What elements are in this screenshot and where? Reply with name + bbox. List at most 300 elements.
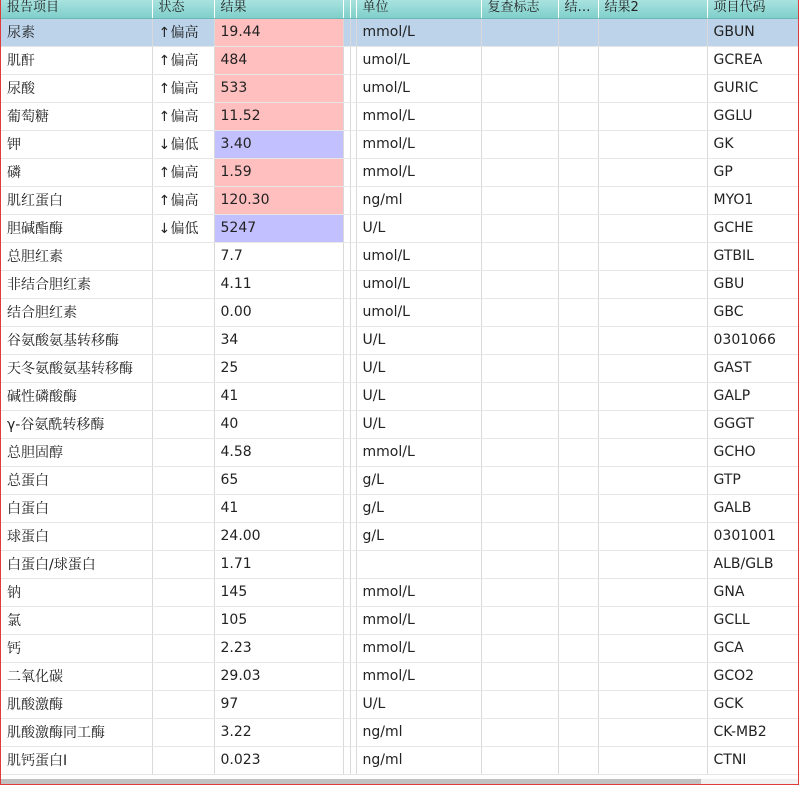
recheck-flag-cell <box>481 18 558 46</box>
item-code-cell: ALB/GLB <box>707 550 798 578</box>
column-header-unit[interactable]: 单位 <box>356 0 481 18</box>
result-cell: 4.58 <box>214 438 343 466</box>
result-short-cell <box>558 270 598 298</box>
unit-cell: g/L <box>356 522 481 550</box>
blank-cell <box>343 634 350 662</box>
status-text: 偏高 <box>170 165 199 181</box>
status-cell <box>152 382 214 410</box>
table-row[interactable] <box>1 410 798 438</box>
result-short-cell <box>558 550 598 578</box>
blank-cell <box>343 326 350 354</box>
item-name-cell: 白蛋白/球蛋白 <box>1 550 152 578</box>
table-row[interactable] <box>1 242 798 270</box>
blank-cell <box>343 550 350 578</box>
item-code-cell: GCK <box>707 690 798 718</box>
item-name-cell: 尿素 <box>1 18 152 46</box>
result-cell: 0.00 <box>214 298 343 326</box>
recheck-flag-cell <box>481 410 558 438</box>
column-header-recheck-flag[interactable]: 复查标志 <box>481 0 558 18</box>
result2-cell <box>598 18 707 46</box>
item-code-cell: GK <box>707 130 798 158</box>
table-row[interactable] <box>1 690 798 718</box>
status-cell <box>152 578 214 606</box>
unit-cell: umol/L <box>356 298 481 326</box>
result-short-cell <box>558 410 598 438</box>
item-name-cell: 非结合胆红素 <box>1 270 152 298</box>
recheck-flag-cell <box>481 354 558 382</box>
result2-cell <box>598 578 707 606</box>
grid-header-row <box>1 0 798 18</box>
recheck-flag-cell <box>481 522 558 550</box>
result-cell: 4.11 <box>214 270 343 298</box>
table-row[interactable] <box>1 438 798 466</box>
arrow-down-icon: ↓ <box>158 137 171 153</box>
blank-cell <box>343 438 350 466</box>
unit-cell: U/L <box>356 410 481 438</box>
status-cell <box>152 634 214 662</box>
unit-cell: U/L <box>356 354 481 382</box>
recheck-flag-cell <box>481 298 558 326</box>
blank-cell <box>343 102 350 130</box>
arrow-down-icon: ↓ <box>158 221 171 237</box>
recheck-flag-cell <box>481 606 558 634</box>
result2-cell <box>598 326 707 354</box>
result2-cell <box>598 130 707 158</box>
item-code-cell: CTNI <box>707 746 798 774</box>
result-short-cell <box>558 214 598 242</box>
item-name-cell: 二氧化碳 <box>1 662 152 690</box>
recheck-flag-cell <box>481 242 558 270</box>
item-name-cell: 碱性磷酸酶 <box>1 382 152 410</box>
result-short-cell <box>558 662 598 690</box>
item-code-cell: GALP <box>707 382 798 410</box>
result-short-cell <box>558 326 598 354</box>
result2-cell <box>598 74 707 102</box>
result2-cell <box>598 270 707 298</box>
blank-cell <box>343 410 350 438</box>
result-cell: 29.03 <box>214 662 343 690</box>
result2-cell <box>598 298 707 326</box>
item-name-cell: 尿酸 <box>1 74 152 102</box>
table-row[interactable] <box>1 214 798 242</box>
result2-cell <box>598 606 707 634</box>
item-code-cell: GBUN <box>707 18 798 46</box>
result-short-cell <box>558 18 598 46</box>
recheck-flag-cell <box>481 662 558 690</box>
result-short-cell <box>558 102 598 130</box>
unit-cell: U/L <box>356 690 481 718</box>
unit-cell: U/L <box>356 326 481 354</box>
item-code-cell: GAST <box>707 354 798 382</box>
unit-cell: ng/ml <box>356 746 481 774</box>
table-row[interactable] <box>1 158 798 186</box>
result2-cell <box>598 438 707 466</box>
result-cell: 41 <box>214 382 343 410</box>
item-name-cell: 总胆红素 <box>1 242 152 270</box>
result-cell: 120.30 <box>214 186 343 214</box>
unit-cell: mmol/L <box>356 102 481 130</box>
result-short-cell <box>558 690 598 718</box>
item-code-cell: GGLU <box>707 102 798 130</box>
result-cell: 25 <box>214 354 343 382</box>
status-cell <box>152 410 214 438</box>
blank-cell <box>343 130 350 158</box>
table-row[interactable] <box>1 606 798 634</box>
lab-results-grid <box>1 0 799 775</box>
recheck-flag-cell <box>481 46 558 74</box>
blank-cell <box>343 298 350 326</box>
status-text: 偏低 <box>170 137 199 153</box>
status-text: 偏高 <box>170 81 199 97</box>
unit-cell: U/L <box>356 382 481 410</box>
result-short-cell <box>558 578 598 606</box>
recheck-flag-cell <box>481 438 558 466</box>
item-name-cell: 谷氨酸氨基转移酶 <box>1 326 152 354</box>
recheck-flag-cell <box>481 466 558 494</box>
result2-cell <box>598 662 707 690</box>
item-code-cell: GCLL <box>707 606 798 634</box>
unit-cell: mmol/L <box>356 438 481 466</box>
table-row[interactable] <box>1 718 798 746</box>
result-short-cell <box>558 382 598 410</box>
blank-cell <box>343 186 350 214</box>
item-code-cell: GALB <box>707 494 798 522</box>
result-cell: 24.00 <box>214 522 343 550</box>
result-short-cell <box>558 522 598 550</box>
result-short-cell <box>558 186 598 214</box>
result-cell: 1.71 <box>214 550 343 578</box>
result2-cell <box>598 690 707 718</box>
blank-cell <box>343 158 350 186</box>
result2-cell <box>598 186 707 214</box>
item-name-cell: 肌酸激酶 <box>1 690 152 718</box>
table-row[interactable] <box>1 466 798 494</box>
column-header-status[interactable]: 状态 <box>152 0 214 18</box>
result-short-cell <box>558 46 598 74</box>
status-cell <box>152 242 214 270</box>
column-header-result[interactable]: 结果 <box>214 0 343 18</box>
status-cell <box>152 494 214 522</box>
status-cell <box>152 130 214 158</box>
result-short-cell <box>558 130 598 158</box>
table-row[interactable] <box>1 298 798 326</box>
blank-cell <box>343 214 350 242</box>
result-short-cell <box>558 298 598 326</box>
table-row[interactable] <box>1 494 798 522</box>
result-cell: 533 <box>214 74 343 102</box>
table-row[interactable] <box>1 130 798 158</box>
column-header-result2[interactable]: 结果2 <box>598 0 707 18</box>
unit-cell: g/L <box>356 494 481 522</box>
result-short-cell <box>558 494 598 522</box>
status-cell <box>152 214 214 242</box>
table-row[interactable] <box>1 270 798 298</box>
item-name-cell: 结合胆红素 <box>1 298 152 326</box>
status-cell <box>152 718 214 746</box>
blank-cell <box>343 270 350 298</box>
unit-cell: mmol/L <box>356 158 481 186</box>
table-row[interactable] <box>1 382 798 410</box>
arrow-up-icon: ↑ <box>158 165 171 181</box>
blank-cell <box>343 354 350 382</box>
result-short-cell <box>558 718 598 746</box>
status-cell <box>152 522 214 550</box>
status-text: 偏高 <box>170 53 199 69</box>
table-row[interactable] <box>1 18 798 46</box>
result-short-cell <box>558 158 598 186</box>
unit-cell: umol/L <box>356 270 481 298</box>
table-row[interactable] <box>1 550 798 578</box>
item-name-cell: 磷 <box>1 158 152 186</box>
blank-cell <box>343 46 350 74</box>
status-cell <box>152 466 214 494</box>
item-name-cell: 总蛋白 <box>1 466 152 494</box>
blank-cell <box>343 606 350 634</box>
status-cell <box>152 438 214 466</box>
unit-cell: mmol/L <box>356 606 481 634</box>
item-name-cell: 球蛋白 <box>1 522 152 550</box>
item-code-cell: GTP <box>707 466 798 494</box>
arrow-up-icon: ↑ <box>158 193 171 209</box>
result2-cell <box>598 746 707 774</box>
recheck-flag-cell <box>481 158 558 186</box>
result-cell: 145 <box>214 578 343 606</box>
status-cell <box>152 18 214 46</box>
table-row[interactable] <box>1 102 798 130</box>
unit-cell: umol/L <box>356 242 481 270</box>
table-row[interactable] <box>1 634 798 662</box>
item-code-cell: GP <box>707 158 798 186</box>
recheck-flag-cell <box>481 494 558 522</box>
item-name-cell: 肌钙蛋白I <box>1 746 152 774</box>
result-cell: 34 <box>214 326 343 354</box>
result-cell: 65 <box>214 466 343 494</box>
arrow-up-icon: ↑ <box>158 81 171 97</box>
recheck-flag-cell <box>481 550 558 578</box>
result2-cell <box>598 466 707 494</box>
item-code-cell: GCREA <box>707 46 798 74</box>
item-name-cell: 钙 <box>1 634 152 662</box>
result-cell: 19.44 <box>214 18 343 46</box>
column-header-blank-1[interactable] <box>343 0 350 18</box>
result2-cell <box>598 718 707 746</box>
table-row[interactable] <box>1 522 798 550</box>
item-code-cell: MYO1 <box>707 186 798 214</box>
result2-cell <box>598 158 707 186</box>
table-row[interactable] <box>1 74 798 102</box>
recheck-flag-cell <box>481 326 558 354</box>
horizontal-scrollbar[interactable] <box>1 779 798 784</box>
item-name-cell: 肌酸激酶同工酶 <box>1 718 152 746</box>
status-cell <box>152 298 214 326</box>
unit-cell: U/L <box>356 214 481 242</box>
recheck-flag-cell <box>481 578 558 606</box>
grid-body <box>1 18 798 774</box>
unit-cell: umol/L <box>356 46 481 74</box>
result-cell: 484 <box>214 46 343 74</box>
result2-cell <box>598 410 707 438</box>
blank-cell <box>343 662 350 690</box>
recheck-flag-cell <box>481 634 558 662</box>
status-cell <box>152 74 214 102</box>
blank-cell <box>343 522 350 550</box>
result2-cell <box>598 102 707 130</box>
item-code-cell: GBC <box>707 298 798 326</box>
status-cell <box>152 354 214 382</box>
result-cell: 5247 <box>214 214 343 242</box>
status-cell <box>152 46 214 74</box>
status-cell <box>152 186 214 214</box>
unit-cell: mmol/L <box>356 18 481 46</box>
table-row[interactable] <box>1 662 798 690</box>
item-name-cell: 肌红蛋白 <box>1 186 152 214</box>
item-name-cell: 氯 <box>1 606 152 634</box>
item-code-cell: GCHE <box>707 214 798 242</box>
recheck-flag-cell <box>481 718 558 746</box>
table-row[interactable] <box>1 746 798 774</box>
column-header-item[interactable]: 报告项目 <box>1 0 152 18</box>
table-row[interactable] <box>1 186 798 214</box>
result-cell: 105 <box>214 606 343 634</box>
result2-cell <box>598 382 707 410</box>
status-cell <box>152 746 214 774</box>
blank-cell <box>343 494 350 522</box>
column-header-item-code[interactable]: 项目代码 <box>707 0 798 18</box>
recheck-flag-cell <box>481 102 558 130</box>
blank-cell <box>343 718 350 746</box>
table-row[interactable] <box>1 326 798 354</box>
column-header-result-short[interactable]: 结… <box>558 0 598 18</box>
recheck-flag-cell <box>481 382 558 410</box>
result-short-cell <box>558 242 598 270</box>
blank-cell <box>343 382 350 410</box>
item-code-cell: GCA <box>707 634 798 662</box>
recheck-flag-cell <box>481 186 558 214</box>
item-code-cell: 0301001 <box>707 522 798 550</box>
item-code-cell: GGGT <box>707 410 798 438</box>
blank-cell <box>343 466 350 494</box>
result-cell: 11.52 <box>214 102 343 130</box>
item-name-cell: 葡萄糖 <box>1 102 152 130</box>
status-text: 偏高 <box>170 25 199 41</box>
recheck-flag-cell <box>481 74 558 102</box>
result-cell: 40 <box>214 410 343 438</box>
result-short-cell <box>558 466 598 494</box>
result2-cell <box>598 242 707 270</box>
item-name-cell: 肌酐 <box>1 46 152 74</box>
result2-cell <box>598 354 707 382</box>
result-cell: 3.40 <box>214 130 343 158</box>
status-text: 偏高 <box>170 193 199 209</box>
status-text: 偏低 <box>170 221 199 237</box>
result-cell: 7.7 <box>214 242 343 270</box>
unit-cell: mmol/L <box>356 634 481 662</box>
status-cell <box>152 690 214 718</box>
horizontal-scrollbar-thumb[interactable] <box>1 779 701 784</box>
table-row[interactable] <box>1 46 798 74</box>
recheck-flag-cell <box>481 214 558 242</box>
blank-cell <box>343 18 350 46</box>
blank-cell <box>343 690 350 718</box>
result-short-cell <box>558 746 598 774</box>
item-code-cell: GCHO <box>707 438 798 466</box>
item-name-cell: 天冬氨酸氨基转移酶 <box>1 354 152 382</box>
item-name-cell: 钠 <box>1 578 152 606</box>
status-cell <box>152 326 214 354</box>
blank-cell <box>343 242 350 270</box>
table-row[interactable] <box>1 354 798 382</box>
result-cell: 2.23 <box>214 634 343 662</box>
unit-cell <box>356 550 481 578</box>
result-short-cell <box>558 634 598 662</box>
recheck-flag-cell <box>481 130 558 158</box>
status-cell <box>152 158 214 186</box>
status-cell <box>152 606 214 634</box>
recheck-flag-cell <box>481 690 558 718</box>
item-code-cell: GURIC <box>707 74 798 102</box>
item-code-cell: CK-MB2 <box>707 718 798 746</box>
arrow-up-icon: ↑ <box>158 109 171 125</box>
unit-cell: g/L <box>356 466 481 494</box>
arrow-up-icon: ↑ <box>158 53 171 69</box>
result-cell: 97 <box>214 690 343 718</box>
result2-cell <box>598 634 707 662</box>
unit-cell: ng/ml <box>356 186 481 214</box>
arrow-up-icon: ↑ <box>158 25 171 41</box>
item-code-cell: 0301066 <box>707 326 798 354</box>
status-cell <box>152 102 214 130</box>
blank-cell <box>343 74 350 102</box>
item-name-cell: 白蛋白 <box>1 494 152 522</box>
recheck-flag-cell <box>481 270 558 298</box>
blank-cell <box>343 746 350 774</box>
recheck-flag-cell <box>481 746 558 774</box>
result2-cell <box>598 522 707 550</box>
item-code-cell: GNA <box>707 578 798 606</box>
result-cell: 41 <box>214 494 343 522</box>
result-cell: 0.023 <box>214 746 343 774</box>
table-row[interactable] <box>1 578 798 606</box>
status-cell <box>152 270 214 298</box>
result-short-cell <box>558 74 598 102</box>
result-cell: 3.22 <box>214 718 343 746</box>
item-code-cell: GCO2 <box>707 662 798 690</box>
status-cell <box>152 550 214 578</box>
unit-cell: mmol/L <box>356 578 481 606</box>
item-name-cell: 总胆固醇 <box>1 438 152 466</box>
result-short-cell <box>558 438 598 466</box>
unit-cell: ng/ml <box>356 718 481 746</box>
result-short-cell <box>558 606 598 634</box>
item-name-cell: 胆碱酯酶 <box>1 214 152 242</box>
result2-cell <box>598 494 707 522</box>
item-code-cell: GBU <box>707 270 798 298</box>
result2-cell <box>598 46 707 74</box>
item-code-cell: GTBIL <box>707 242 798 270</box>
result2-cell <box>598 550 707 578</box>
unit-cell: mmol/L <box>356 130 481 158</box>
result-cell: 1.59 <box>214 158 343 186</box>
item-name-cell: γ-谷氨酰转移酶 <box>1 410 152 438</box>
unit-cell: mmol/L <box>356 662 481 690</box>
result2-cell <box>598 214 707 242</box>
item-name-cell: 钾 <box>1 130 152 158</box>
unit-cell: umol/L <box>356 74 481 102</box>
blank-cell <box>343 578 350 606</box>
status-text: 偏高 <box>170 109 199 125</box>
result-short-cell <box>558 354 598 382</box>
status-cell <box>152 662 214 690</box>
